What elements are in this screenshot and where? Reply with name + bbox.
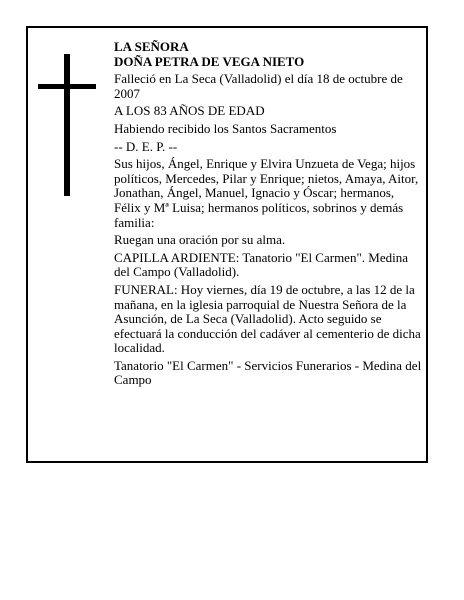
funeral-home-info: Tanatorio "El Carmen" - Servicios Funerarios - Medina del Campo <box>114 357 422 388</box>
notice-title-line1: LA SEÑORA <box>114 39 189 54</box>
prayer-request: Ruegan una oración por su alma. <box>114 232 286 248</box>
obituary-text <box>114 40 424 391</box>
sacraments-statement: Habiendo recibido los Santos Sacramentos <box>114 120 337 136</box>
death-statement: Falleció en La Seca (Valladolid) el día 18 de octubre de 2007 <box>114 71 403 101</box>
cross-horizontal-bar <box>38 84 96 89</box>
notice-title-line2: DOÑA PETRA DE VEGA NIETO <box>114 53 305 69</box>
cross-vertical-bar <box>64 54 70 196</box>
age-statement: A LOS 83 AÑOS DE EDAD <box>114 103 265 119</box>
chapel-info: CAPILLA ARDIENTE: Tanatorio "El Carmen". Medina del Campo (Valladolid). <box>114 249 408 280</box>
family-paragraph: Sus hijos, Ángel, Enrique y Elvira Unzueta de Vega; hijos políticos, Mercedes, Pilar y Enrique; nietos, Amaya, Aitor, Jonathan, Ángel, Manuel, Ignacio y Óscar; hermanos, Félix y Mª Luisa; hermanos políticos, sobrinos y demás familia: <box>114 156 419 230</box>
funeral-info: FUNERAL: Hoy viernes, día 19 de octubre, a las 12 de la mañana, en la iglesia parroquial de Nuestra Señora de la Asunción, de La Seca (Valladolid). Acto seguido se efectuará la conducción del cadáver al cementerio de dicha localidad. <box>114 281 421 356</box>
rip-line: -- D. E. P. -- <box>114 138 178 154</box>
